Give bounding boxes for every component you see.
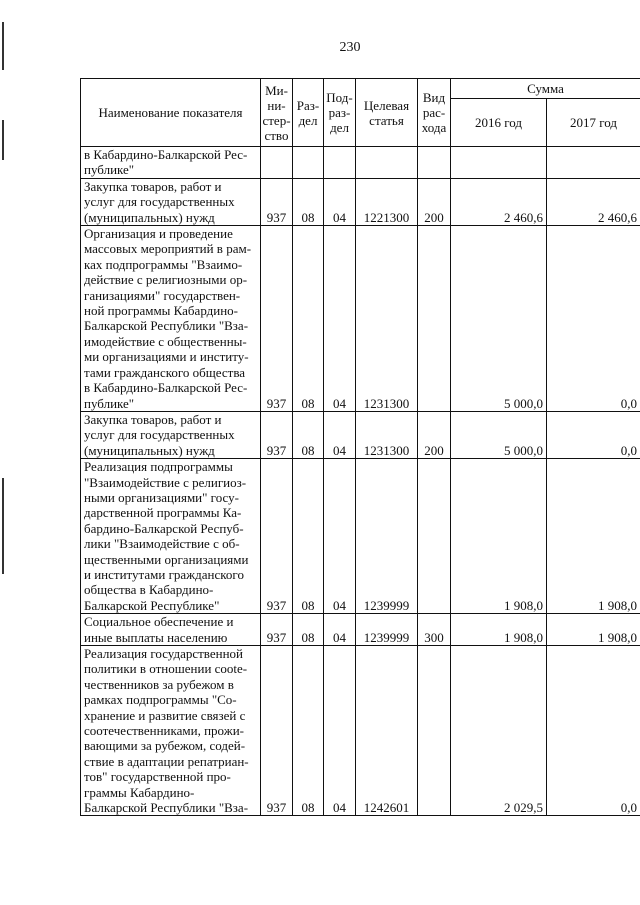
- row-target: 1231300: [356, 411, 418, 458]
- header-target: Целевая статья: [356, 79, 418, 147]
- row-amount-2016: 1 908,0: [451, 459, 547, 614]
- row-target: 1231300: [356, 226, 418, 412]
- row-name: Социальное обеспечение и иные выплаты населению: [81, 614, 261, 646]
- header-subsection: Под- раз- дел: [324, 79, 356, 147]
- header-section: Раз- дел: [293, 79, 324, 147]
- row-target: 1239999: [356, 459, 418, 614]
- header-name: Наименование показателя: [81, 79, 261, 147]
- row-ministry: 937: [261, 614, 293, 646]
- row-name: Закупка товаров, работ и услуг для государственных (муниципальных) нужд: [81, 178, 261, 225]
- row-amount-2016: 2 029,5: [451, 646, 547, 816]
- row-ministry: 937: [261, 459, 293, 614]
- row-ministry: 937: [261, 178, 293, 225]
- table-row: [81, 226, 640, 412]
- row-expense-type: 300: [418, 614, 451, 646]
- header-expense-type: Вид рас- хода: [418, 79, 451, 147]
- budget-table: [80, 78, 640, 816]
- header-sum: Сумма: [451, 79, 640, 99]
- row-amount-2016: 2 460,6: [451, 178, 547, 225]
- table-row: [81, 614, 640, 646]
- header-2017: 2017 год: [547, 99, 640, 147]
- row-ministry: 937: [261, 226, 293, 412]
- row-ministry: [261, 147, 293, 179]
- table-row: [81, 459, 640, 614]
- row-amount-2016: [451, 147, 547, 179]
- row-amount-2017: 1 908,0: [547, 459, 640, 614]
- row-target: 1242601: [356, 646, 418, 816]
- row-amount-2017: 0,0: [547, 646, 640, 816]
- row-section: 08: [293, 459, 324, 614]
- row-amount-2016: 5 000,0: [451, 411, 547, 458]
- row-section: 08: [293, 411, 324, 458]
- row-name: Реализация государственной политики в отношении соote- чественников за рубежом в рамках подпрограммы "Со- хранение и развитие связей с соотечественниками, прожи- вающими за рубежом, содей- ствие в адаптации репатриан- тов" государственной про- граммы Кабардино- Балкарской Республики "Вза-: [81, 646, 261, 816]
- table-row: [81, 178, 640, 225]
- row-subsection: [324, 147, 356, 179]
- margin-mark: [2, 22, 4, 70]
- row-expense-type: 200: [418, 178, 451, 225]
- row-target: 1239999: [356, 614, 418, 646]
- row-amount-2017: 0,0: [547, 226, 640, 412]
- row-subsection: 04: [324, 411, 356, 458]
- row-section: [293, 147, 324, 179]
- row-name: Закупка товаров, работ и услуг для государственных (муниципальных) нужд: [81, 411, 261, 458]
- margin-mark: [2, 120, 4, 160]
- row-amount-2017: 0,0: [547, 411, 640, 458]
- page-number: 230: [339, 40, 361, 55]
- header-2016: 2016 год: [451, 99, 547, 147]
- row-name: Реализация подпрограммы "Взаимодействие с религиоз- ными организациями" госу- дарственной программы Ка- бардино-Балкарской Респуб- лики "Взаимодействие с об- щественными организациями и институтами гражданского общества в Кабардино- Балкарской Республике": [81, 459, 261, 614]
- row-amount-2016: 1 908,0: [451, 614, 547, 646]
- table-row: [81, 646, 640, 816]
- row-section: 08: [293, 614, 324, 646]
- row-subsection: 04: [324, 614, 356, 646]
- row-amount-2016: 5 000,0: [451, 226, 547, 412]
- row-name: в Кабардино-Балкарской Рес- публике": [81, 147, 261, 179]
- row-ministry: 937: [261, 411, 293, 458]
- row-section: 08: [293, 178, 324, 225]
- table-row: [81, 147, 640, 179]
- row-expense-type: [418, 147, 451, 179]
- table-row: [81, 411, 640, 458]
- row-amount-2017: 1 908,0: [547, 614, 640, 646]
- row-subsection: 04: [324, 226, 356, 412]
- margin-mark: [2, 478, 4, 574]
- row-target: 1221300: [356, 178, 418, 225]
- row-section: 08: [293, 646, 324, 816]
- row-name: Организация и проведение массовых мероприятий в рам- ках подпрограммы "Взаимо- действие с религиозными ор- ганизациями" государствен- ной программы Кабардино- Балкарской Республики "Вза- имодействие с общественны- ми организациями и институ- тами гражданского общества в Кабардино-Балкарской Рес- публике": [81, 226, 261, 412]
- row-expense-type: [418, 226, 451, 412]
- row-subsection: 04: [324, 459, 356, 614]
- row-amount-2017: [547, 147, 640, 179]
- row-section: 08: [293, 226, 324, 412]
- row-ministry: 937: [261, 646, 293, 816]
- row-expense-type: [418, 459, 451, 614]
- row-expense-type: [418, 646, 451, 816]
- row-subsection: 04: [324, 178, 356, 225]
- row-subsection: 04: [324, 646, 356, 816]
- row-expense-type: 200: [418, 411, 451, 458]
- row-amount-2017: 2 460,6: [547, 178, 640, 225]
- row-target: [356, 147, 418, 179]
- header-ministry: Ми- ни- стер- ство: [261, 79, 293, 147]
